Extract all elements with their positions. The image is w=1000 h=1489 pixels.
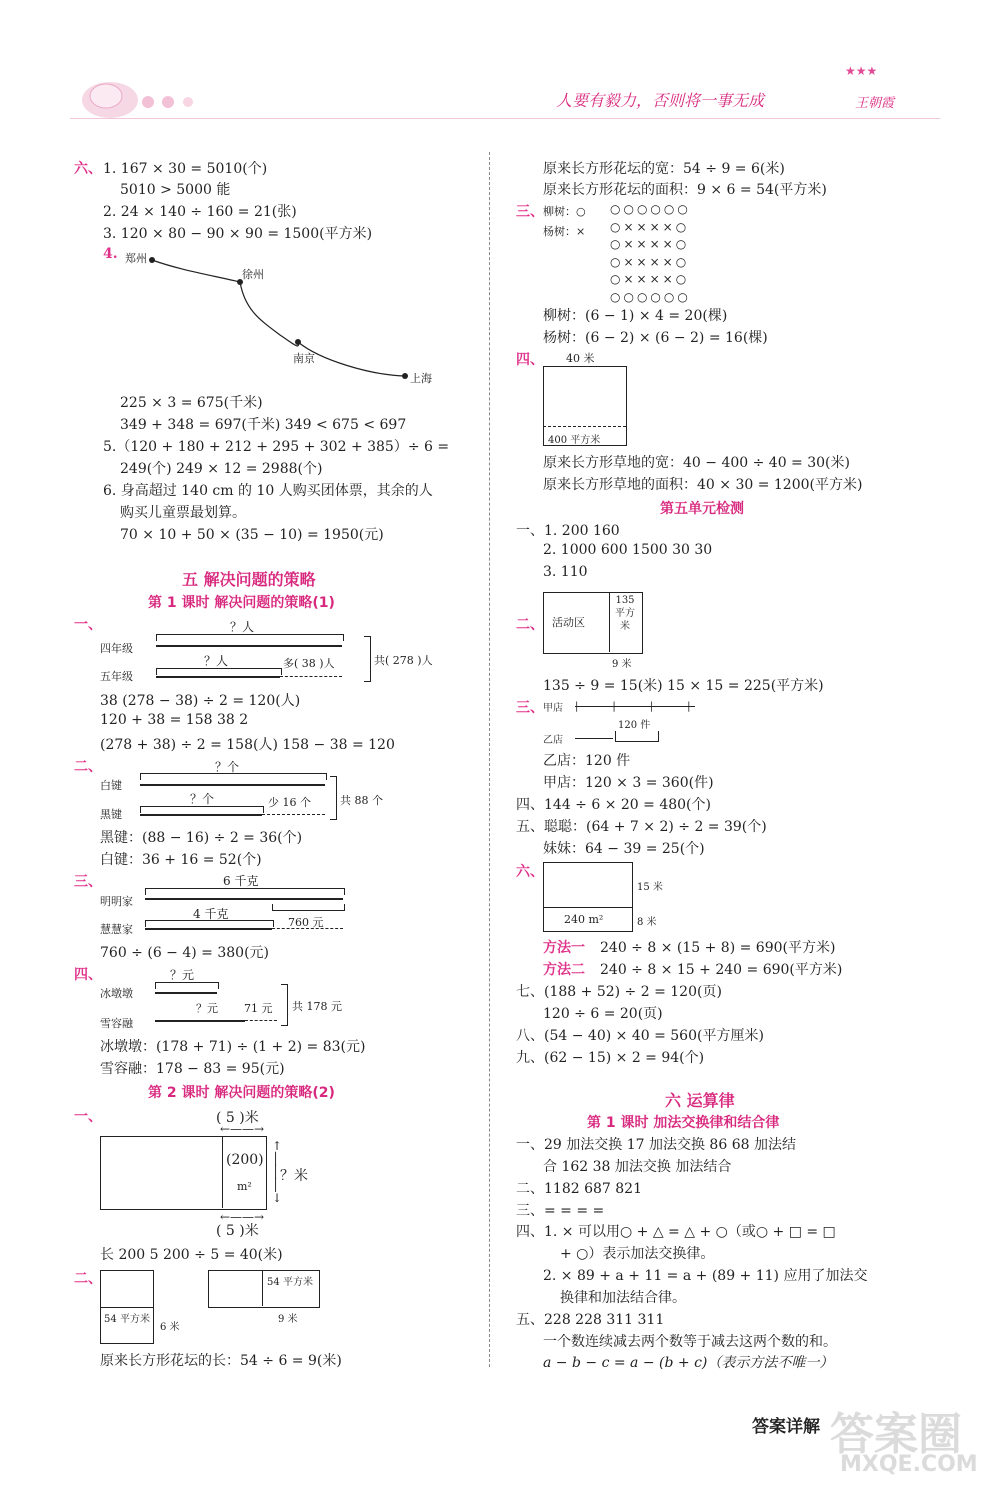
- row-label: 白键: [100, 779, 122, 792]
- total-label: 共 88 个: [340, 794, 383, 807]
- answer-line: 4.: [103, 246, 118, 262]
- side-label: 6 米: [160, 1322, 180, 1333]
- height-label: 15 米: [637, 882, 663, 893]
- segment-bar: [145, 928, 272, 930]
- total-brace: [281, 984, 288, 1026]
- header-brand: 王朝霞: [855, 96, 895, 111]
- area-label: 54 平方米: [267, 1277, 313, 1288]
- segment-bar: [145, 898, 343, 900]
- answer-line: 2. 24 × 140 ÷ 160 = 21(张): [103, 204, 297, 220]
- answer-line: 3. 120 × 80 − 90 × 90 = 1500(平方米): [103, 226, 373, 242]
- side-label: 9 米: [278, 1314, 298, 1325]
- answer-line: 二、1182 687 821: [516, 1181, 642, 1197]
- lesson-title: 第 1 课时 解决问题的策略(1): [148, 595, 335, 611]
- segment-brace: [272, 904, 345, 911]
- segment-brace: [615, 731, 659, 742]
- question-label: 一、: [74, 1109, 102, 1125]
- tree-row: ○○○○○○: [610, 289, 691, 304]
- method-label: 方法二: [543, 962, 585, 978]
- segment-bar: [155, 992, 217, 994]
- lesson-title: 第 1 课时 加法交换律和结合律: [587, 1115, 780, 1131]
- answer-line: 四、1. × 可以用○ + △ = △ + ○（或○ + □ = □: [516, 1224, 836, 1240]
- segment-dashed: [280, 676, 342, 677]
- answer-line: 120 ÷ 6 = 20(页): [543, 1006, 663, 1022]
- area-label: 400 平方米: [548, 435, 601, 446]
- brace-label: ？元: [196, 1002, 218, 1015]
- area-label: (200): [226, 1152, 264, 1168]
- segment-bar: [575, 738, 613, 739]
- brace-label: ？元: [170, 968, 195, 982]
- answer-line: 一、29 加法交换 17 加法交换 86 68 加法结: [516, 1137, 796, 1153]
- answer-line: 冰墩墩：(178 + 71) ÷ (1 + 2) = 83(元): [100, 1039, 366, 1055]
- answer-line: 五、聪聪：(64 + 7 × 2) ÷ 2 = 39(个): [516, 819, 767, 835]
- answer-line: 一个数连续减去两个数等于减去这两个数的和。: [543, 1334, 837, 1350]
- answer-line: 3. 110: [543, 564, 588, 580]
- legend-willow: 柳树：○: [543, 205, 586, 218]
- answer-line: 2. 1000 600 1500 30 30: [543, 542, 713, 558]
- arrow-icon: ←——→: [220, 1210, 265, 1224]
- row-label: 冰墩墩: [100, 987, 133, 1000]
- answer-line: 原来长方形花坛的宽：54 ÷ 9 = 6(米): [543, 161, 785, 177]
- section-label: 三、: [516, 204, 544, 220]
- section-label: 三、: [516, 700, 544, 716]
- tree-grid: [610, 201, 691, 306]
- row-label: 明明家: [100, 895, 133, 908]
- answer-line: 原来长方形花坛的长：54 ÷ 6 = 9(米): [100, 1353, 342, 1369]
- segment-brace: [156, 634, 344, 641]
- unit-title: 六 运算律: [665, 1091, 735, 1110]
- divider-line: [262, 1270, 263, 1306]
- zone-label: 活动区: [552, 616, 585, 629]
- answer-line: 合 162 38 加法交换 加法结合: [543, 1159, 732, 1175]
- more-label: 多( 38 )人: [283, 657, 335, 670]
- map-label-xuzhou: 徐州: [242, 268, 264, 281]
- row-label: 黑键: [100, 808, 122, 821]
- section-label: 六、: [516, 864, 544, 880]
- segment-bar: [155, 1020, 245, 1022]
- lesson-title: 第 2 课时 解决问题的策略(2): [148, 1085, 335, 1101]
- watermark-logo: 答案圈: [830, 1409, 962, 1460]
- answer-line: 五、228 228 311 311: [516, 1312, 665, 1328]
- map-label-zhengzhou: 郑州: [125, 252, 147, 265]
- area-label: 54 平方米: [104, 1314, 150, 1325]
- segment-brace: [156, 668, 282, 675]
- footer-label: 答案详解: [752, 1417, 820, 1437]
- answer-line: 一、1. 200 160: [516, 523, 620, 539]
- answer-line: 购买儿童票最划算。: [120, 505, 246, 521]
- answer-line: 135 ÷ 9 = 15(米) 15 × 15 = 225(平方米): [543, 678, 824, 694]
- divider-line: [609, 592, 610, 652]
- brace-label: 6 千克: [223, 874, 259, 888]
- answer-line: 原来长方形花坛的面积：9 × 6 = 54(平方米): [543, 182, 827, 198]
- question-label: 四、: [74, 967, 102, 983]
- unit-title: 五 解决问题的策略: [182, 570, 316, 589]
- area-label: 240 m²: [564, 913, 604, 926]
- answer-line: 原来长方形草地的面积：40 × 30 = 1200(平方米): [543, 477, 863, 493]
- answer-line: 38 (278 − 38) ÷ 2 = 120(人): [100, 693, 301, 709]
- answer-line: 柳树：(6 − 1) × 4 = 20(棵): [543, 308, 728, 324]
- segment-bar: [140, 814, 262, 816]
- answer-line: 70 × 10 + 50 × (35 − 10) = 1950(元): [120, 527, 384, 543]
- header-rule: [70, 118, 940, 119]
- height-label: 8 米: [637, 917, 657, 928]
- question-label: 一、: [74, 617, 102, 633]
- brace-label: ？人: [204, 654, 229, 668]
- answer-line: 长 200 5 200 ÷ 5 = 40(米): [100, 1247, 283, 1263]
- answer-line: 240 ÷ 8 × (15 + 8) = 690(平方米): [600, 940, 836, 956]
- answer-line: 240 ÷ 8 × 15 + 240 = 690(平方米): [600, 962, 843, 978]
- area-label: 135 平方米: [615, 595, 635, 632]
- question-label: 三、: [74, 874, 102, 890]
- arrow-icon: ←——→: [220, 1122, 265, 1136]
- answer-line: 349 + 348 = 697(千米) 349 < 675 < 697: [120, 417, 407, 433]
- answer-line: 九、(62 − 15) × 2 = 94(个): [516, 1050, 705, 1066]
- divider-line: [222, 1136, 223, 1208]
- row-label: 四年级: [100, 642, 133, 655]
- row-label: 五年级: [100, 670, 133, 683]
- answer-line: 120 + 38 = 158 38 2: [100, 712, 249, 728]
- height-label: ？米: [280, 1168, 308, 1184]
- answer-line: 妹妹：64 − 39 = 25(个): [543, 841, 705, 857]
- segment-brace: [145, 888, 345, 895]
- answer-line: 249(个) 249 × 12 = 2988(个): [120, 461, 323, 477]
- total-label: 共 178 元: [292, 1000, 342, 1013]
- divider-dashed: [543, 426, 626, 427]
- header-motto: 人要有毅力，否则将一事无成: [556, 91, 765, 110]
- section-label: 六、: [74, 161, 102, 177]
- side-label: 760 元: [288, 916, 324, 929]
- answer-line: 2. × 89 + a + 11 = a + (89 + 11) 应用了加法交: [543, 1268, 868, 1284]
- width-label: ( 5 )米: [216, 1110, 259, 1126]
- method-label: 方法一: [543, 940, 585, 956]
- answer-line: 雪容融：178 − 83 = 95(元): [100, 1061, 285, 1077]
- legend-poplar: 杨树：×: [543, 225, 586, 238]
- tree-row: ○○○○○○: [610, 202, 691, 216]
- total-brace: [364, 636, 371, 682]
- width-label: 40 米: [566, 352, 595, 365]
- answer-line: a − b − c = a − (b + c)（表示方法不唯一）: [543, 1355, 834, 1371]
- answer-line: 三、= = = =: [516, 1203, 605, 1219]
- brace-label: ？个: [190, 792, 215, 806]
- question-label: 二、: [74, 759, 102, 775]
- answer-line: 黑键：(88 − 16) ÷ 2 = 36(个): [100, 830, 303, 846]
- answer-line: 原来长方形草地的宽：40 − 400 ÷ 40 = 30(米): [543, 455, 850, 471]
- map-label-shanghai: 上海: [410, 372, 432, 385]
- vertical-arrow-icon: ↑ │ │ │ ↓: [272, 1139, 283, 1205]
- row-label: 甲店: [543, 703, 563, 714]
- answer-line: 5010 > 5000 能: [120, 182, 231, 198]
- tree-row: ○××××○: [610, 237, 690, 251]
- answer-line: 换律和加法结合律。: [560, 1290, 686, 1306]
- segment-bar: [156, 676, 280, 678]
- question-label: 二、: [74, 1271, 102, 1287]
- segment-label: 120 件: [618, 720, 651, 731]
- answer-line: (278 + 38) ÷ 2 = 158(人) 158 − 38 = 120: [100, 737, 395, 753]
- test-title: 第五单元检测: [660, 501, 744, 517]
- header-logo-icon: [70, 72, 210, 122]
- row-label: 雪容融: [100, 1017, 133, 1030]
- side-label: 71 元: [244, 1002, 273, 1015]
- rectangle: [100, 1136, 267, 1210]
- brace-label: ？个: [215, 760, 240, 774]
- answer-line: 白键：36 + 16 = 52(个): [100, 852, 262, 868]
- segment-dashed: [262, 814, 325, 815]
- watermark-site: MXQE.COM: [840, 1452, 978, 1477]
- column-divider: [489, 152, 490, 1367]
- segment-brace: [140, 806, 264, 813]
- answer-line: 225 × 3 = 675(千米): [120, 395, 263, 411]
- answer-line: 6. 身高超过 140 cm 的 10 人购买团体票，其余的人: [103, 483, 433, 499]
- section-label: 二、: [516, 617, 544, 633]
- answer-line: 八、(54 − 40) × 40 = 560(平方厘米): [516, 1028, 764, 1044]
- answer-line: 甲店：120 × 3 = 360(件): [543, 775, 714, 791]
- width-label: ( 5 )米: [216, 1223, 259, 1239]
- tree-row: ○××××○: [610, 219, 690, 234]
- width-label: 9 米: [612, 659, 632, 670]
- tick-marks: ||||: [575, 701, 725, 712]
- tree-row: ○××××○: [610, 254, 690, 269]
- answer-line: 1. 167 × 30 = 5010(个): [103, 161, 268, 177]
- row-label: 慧慧家: [100, 923, 133, 936]
- segment-brace: [155, 982, 219, 989]
- answer-line: 乙店：120 件: [543, 753, 631, 769]
- map-label-nanjing: 南京: [293, 352, 315, 365]
- answer-line: 760 ÷ (6 − 4) = 380(元): [100, 945, 269, 961]
- answer-line: 七、(188 + 52) ÷ 2 = 120(页): [516, 984, 722, 1000]
- answer-line: 四、144 ÷ 6 × 20 = 480(个): [516, 797, 711, 813]
- star-icon: ★★★: [845, 64, 878, 78]
- segment-brace: [140, 773, 327, 780]
- segment-dashed: [245, 1020, 277, 1021]
- brace-label: 4 千克: [193, 907, 229, 921]
- segment-bar: [156, 645, 342, 647]
- answer-line: + ○）表示加法交换律。: [560, 1246, 715, 1262]
- answer-line: 5.（120 + 180 + 212 + 295 + 302 + 385）÷ 6 =: [103, 439, 450, 455]
- tree-row: ○××××○: [610, 272, 690, 286]
- route-map: [120, 250, 460, 390]
- less-label: 少 16 个: [268, 796, 311, 809]
- row-label: 乙店: [543, 735, 563, 746]
- total-label: 共( 278 )人: [374, 654, 433, 667]
- total-brace: [330, 776, 337, 820]
- divider-line: [100, 1307, 153, 1308]
- section-label: 四、: [516, 352, 544, 368]
- brace-label: ？人: [230, 620, 255, 634]
- divider-line: [543, 907, 632, 908]
- answer-line: 杨树：(6 − 2) × (6 − 2) = 16(棵): [543, 330, 768, 346]
- segment-brace: [145, 920, 274, 927]
- unit-label: m²: [237, 1180, 252, 1193]
- segment-bar: [140, 784, 325, 786]
